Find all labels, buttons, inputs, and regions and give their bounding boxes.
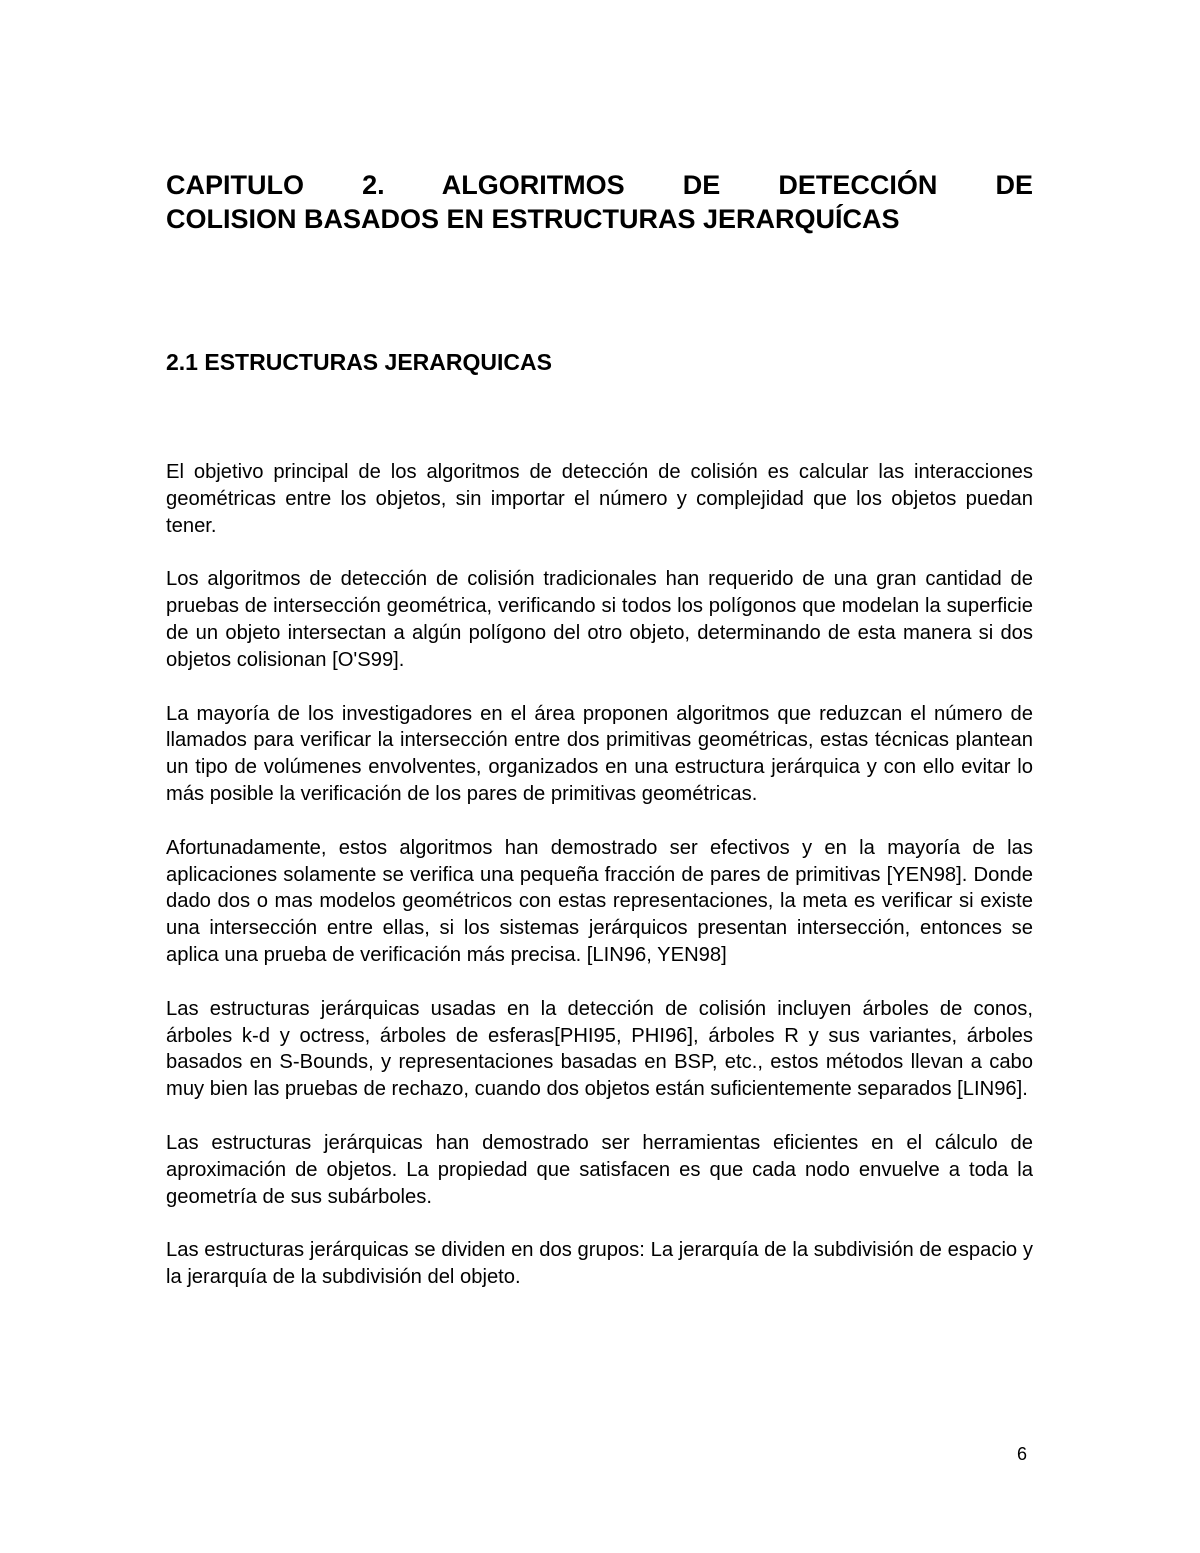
paragraph: Afortunadamente, estos algoritmos han demostrado ser efectivos y en la mayoría de las aplicaciones solamente se verifica una pequeña fracción de pares de primitivas [YEN98]. Donde dado dos o mas modelos geométricos con estas representaciones, la meta es verificar si existe una intersección entre ellas, si los sistemas jerárquicos presentan intersección, entonces se aplica una prueba de verificación más precisa. [LIN96, YEN98] <box>166 836 1033 966</box>
paragraph: Las estructuras jerárquicas han demostrado ser herramientas eficientes en el cálculo de aproximación de objetos. La propiedad que satisfacen es que cada nodo envuelve a toda la geometría de sus subárboles. <box>166 1131 1033 1208</box>
chapter-title-line-2: COLISION BASADOS EN ESTRUCTURAS JERARQUÍCAS <box>166 204 900 234</box>
chapter-title <box>166 168 1033 236</box>
chapter-title-line-1: CAPITULO 2. ALGORITMOS DE DETECCIÓN DE <box>166 170 1033 200</box>
chapter-heading-block <box>166 168 1033 236</box>
page-number: 6 <box>1017 1444 1028 1464</box>
paragraph: La mayoría de los investigadores en el área proponen algoritmos que reduzcan el número de llamados para verificar la intersección entre dos primitivas geométricas, estas técnicas plantean un tipo de volúmenes envolventes, organizados en una estructura jerárquica y con ello evitar lo más posible la verificación de los pares de primitivas geométricas. <box>166 702 1033 805</box>
body-text <box>166 459 1033 1318</box>
section-title: 2.1 ESTRUCTURAS JERARQUICAS <box>166 349 552 375</box>
paragraph: Los algoritmos de detección de colisión tradicionales han requerido de una gran cantidad de pruebas de intersección geométrica, verificando si todos los polígonos que modelan la superficie de un objeto intersectan a algún polígono del otro objeto, determinando de esta manera si dos objetos colisionan [O'S99]. <box>166 568 1033 671</box>
paragraph: El objetivo principal de los algoritmos de detección de colisión es calcular las interacciones geométricas entre los objetos, sin importar el número y complejidad que los objetos puedan tener. <box>166 461 1033 537</box>
paragraph: Las estructuras jerárquicas se dividen en dos grupos: La jerarquía de la subdivisión de espacio y la jerarquía de la subdivisión del objeto. <box>166 1239 1033 1289</box>
paragraph: Las estructuras jerárquicas usadas en la detección de colisión incluyen árboles de conos, árboles k-d y octress, árboles de esferas[PHI95, PHI96], árboles R y sus variantes, árboles basados en S-Bounds, y representaciones basadas en BSP, etc., estos métodos llevan a cabo muy bien las pruebas de rechazo, cuando dos objetos están suficientemente separados [LIN96]. <box>166 997 1033 1101</box>
